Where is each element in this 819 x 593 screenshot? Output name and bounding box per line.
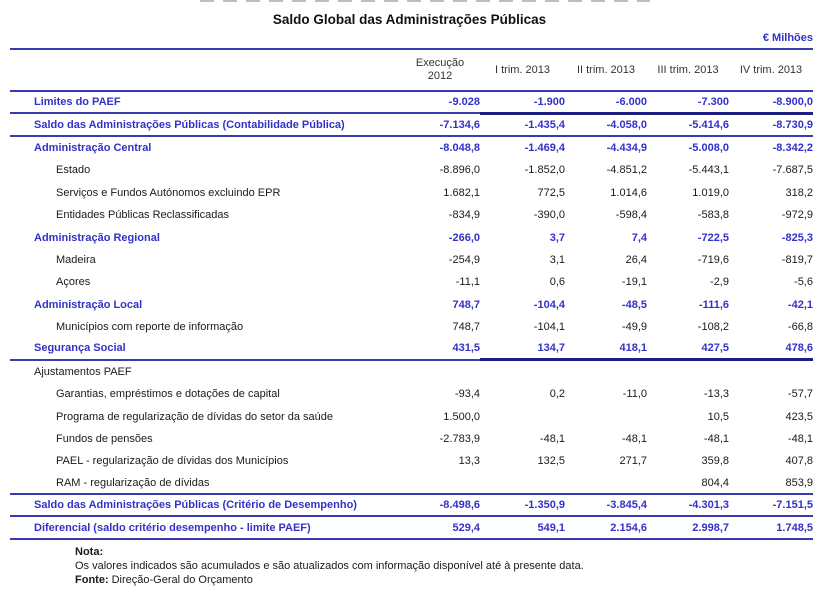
nota-label: Nota: [75, 545, 104, 558]
cell-value: -104,1 [533, 321, 565, 334]
table-row-saldo-contabilidade [10, 114, 813, 136]
table-row-pael [10, 450, 813, 472]
cell-value: 772,5 [537, 186, 565, 199]
cell-value: -4.058,0 [606, 118, 647, 131]
cell-value: 1.682,1 [443, 186, 480, 199]
cell-value: -8.896,0 [439, 164, 480, 177]
cell-value: -57,7 [787, 388, 813, 401]
row-label: Limites do PAEF [34, 96, 121, 109]
col-header-iii-trim-2013: III trim. 2013 [657, 63, 719, 76]
cell-value: -834,9 [448, 209, 480, 222]
cell-value: -5.443,1 [688, 164, 729, 177]
cell-value: 3,1 [549, 253, 565, 266]
row-label: Entidades Públicas Reclassificadas [56, 209, 230, 222]
table-row-saldo-criterio [10, 495, 813, 517]
row-label: Segurança Social [34, 342, 126, 355]
cell-value: 271,7 [619, 455, 647, 468]
cell-value: -42,1 [787, 298, 813, 311]
cell-value: -719,6 [697, 253, 729, 266]
cell-value: 418,1 [619, 342, 647, 355]
cell-value: -11,0 [622, 388, 647, 401]
cell-value: 2.998,7 [692, 521, 729, 534]
table-row-programa-saude [10, 405, 813, 427]
cell-value: 407,8 [785, 455, 813, 468]
cell-value: -9.028 [448, 96, 480, 109]
cell-value: 748,7 [452, 321, 480, 334]
cell-value: -4.434,9 [606, 141, 647, 154]
cell-value: -48,1 [621, 433, 647, 446]
cell-value: 134,7 [537, 342, 565, 355]
cell-value: 0,6 [549, 276, 565, 289]
row-label: Garantias, empréstimos e dotações de capital [56, 388, 280, 401]
row-label: Municípios com reporte de informação [56, 321, 244, 334]
col-header-ii-trim-2013: II trim. 2013 [576, 63, 636, 76]
fonte-line [75, 573, 819, 587]
row-label: Ajustamentos PAEF [34, 365, 132, 378]
cell-value: -5.414,6 [688, 118, 729, 131]
table-row-administracao-local [10, 294, 813, 316]
cell-value: -972,9 [781, 209, 813, 222]
cell-value: 1.748,5 [776, 521, 813, 534]
table-row-diferencial [10, 517, 813, 539]
cell-value: -254,9 [448, 253, 480, 266]
cell-value: -722,5 [697, 231, 729, 244]
col-header-iv-trim-2013: IV trim. 2013 [739, 63, 803, 76]
cell-value: -93,4 [454, 388, 480, 401]
cell-value: -6.000 [615, 96, 647, 109]
cell-value: 549,1 [537, 521, 565, 534]
data-table [10, 48, 813, 540]
cell-value: -19,1 [621, 276, 647, 289]
cell-value: -8.342,2 [772, 141, 813, 154]
cell-value: 1.019,0 [692, 186, 729, 199]
cell-value: -825,3 [781, 231, 813, 244]
cell-value: 3,7 [549, 231, 565, 244]
cell-value: -2.783,9 [439, 433, 480, 446]
cell-value: 13,3 [458, 455, 480, 468]
cell-value: -583,8 [697, 209, 729, 222]
table-row-entidades-reclassificadas [10, 204, 813, 226]
table-row-municipios [10, 316, 813, 338]
cell-value: -48,5 [621, 298, 647, 311]
cell-value: -48,1 [787, 433, 813, 446]
row-label: Serviços e Fundos Autónomos excluindo EPR [56, 186, 281, 199]
cell-value: 132,5 [537, 455, 565, 468]
cell-value: -66,8 [787, 321, 813, 334]
cell-value: 0,2 [549, 388, 565, 401]
cell-value: -13,3 [703, 388, 729, 401]
footer-notes [75, 545, 819, 588]
cell-value: -266,0 [448, 231, 480, 244]
col-header-execucao-2012 [400, 57, 480, 83]
table-row-ajustamentos-paef [10, 361, 813, 383]
row-label: Administração Regional [34, 231, 160, 244]
table-row-ram [10, 473, 813, 495]
cell-value: -48,1 [703, 433, 729, 446]
row-label: Administração Local [34, 298, 143, 311]
table-row-garantias [10, 383, 813, 405]
cell-value: -1.350,9 [524, 499, 565, 512]
cell-value: -7.151,5 [772, 499, 813, 512]
unit-label: € Milhões [762, 32, 813, 44]
cell-value: -49,9 [621, 321, 647, 334]
cell-value: -104,4 [533, 298, 565, 311]
cell-value: 853,9 [785, 476, 813, 489]
fonte-text: Direção-Geral do Orçamento [111, 574, 253, 587]
table-row-madeira [10, 249, 813, 271]
cell-value: -1.852,0 [524, 164, 565, 177]
cell-value: -4.851,2 [606, 164, 647, 177]
table-row-servicos-fundos [10, 182, 813, 204]
cell-value: -7.687,5 [772, 164, 813, 177]
row-label: Administração Central [34, 141, 152, 154]
cell-value: -390,0 [533, 209, 565, 222]
cell-value: 423,5 [785, 410, 813, 423]
cell-value: 1.014,6 [610, 186, 647, 199]
cell-value: 431,5 [452, 342, 480, 355]
cell-value: 7,4 [631, 231, 647, 244]
cell-value: 804,4 [701, 476, 729, 489]
cell-value: -2,9 [710, 276, 729, 289]
cell-value: -8.048,8 [439, 141, 480, 154]
page-title: Saldo Global das Administrações Públicas [272, 12, 547, 27]
cell-value: -111,6 [699, 298, 729, 311]
cell-value: 748,7 [452, 298, 480, 311]
row-label: Programa de regularização de dívidas do setor da saúde [56, 410, 334, 423]
cropped-text-remnant [200, 0, 650, 2]
cell-value: -8.900,0 [772, 96, 813, 109]
cell-value: 359,8 [701, 455, 729, 468]
row-label: Estado [56, 164, 91, 177]
table-row-fundos-pensoes [10, 428, 813, 450]
cell-value: -7.300 [697, 96, 729, 109]
table-row-estado [10, 159, 813, 181]
cell-value: -1.900 [533, 96, 565, 109]
table-row-administracao-central [10, 137, 813, 159]
cell-value: -598,4 [615, 209, 647, 222]
cell-value: 529,4 [452, 521, 480, 534]
cell-value: 318,2 [785, 186, 813, 199]
cell-value: -11,1 [455, 276, 480, 289]
cell-value: -8.730,9 [772, 118, 813, 131]
cell-value: -5.008,0 [688, 141, 729, 154]
cell-value: -5,6 [794, 276, 813, 289]
row-label: Diferencial (saldo critério desempenho - limite PAEF) [34, 521, 311, 534]
cell-value: 10,5 [707, 410, 729, 423]
cell-value: 478,6 [785, 342, 813, 355]
table-row-limites-paef [10, 92, 813, 114]
cell-value: -108,2 [697, 321, 729, 334]
cell-value: 26,4 [625, 253, 647, 266]
cell-value: 1.500,0 [443, 410, 480, 423]
cell-value: 427,5 [701, 342, 729, 355]
row-label: Madeira [56, 253, 96, 266]
row-label: RAM - regularização de dívidas [56, 476, 210, 489]
table-row-seguranca-social [10, 338, 813, 360]
col-header-line1: Execução [415, 57, 465, 69]
row-label: Fundos de pensões [56, 433, 153, 446]
col-header-line2: 2012 [427, 70, 453, 82]
row-label: Saldo das Administrações Públicas (Contabilidade Pública) [34, 118, 345, 131]
cell-value: -3.845,4 [606, 499, 647, 512]
fonte-label: Fonte: [75, 574, 109, 587]
cell-value: -7.134,6 [439, 118, 480, 131]
row-label: PAEL - regularização de dívidas dos Municípios [56, 455, 289, 468]
cell-value: -4.301,3 [688, 499, 729, 512]
table-row-acores [10, 271, 813, 293]
col-header-i-trim-2013: I trim. 2013 [494, 63, 551, 76]
cell-value: -1.435,4 [524, 118, 565, 131]
table-header [10, 50, 813, 92]
row-label: Açores [56, 276, 91, 289]
cell-value: -8.498,6 [439, 499, 480, 512]
row-label: Saldo das Administrações Públicas (Critério de Desempenho) [34, 499, 357, 512]
cell-value: -819,7 [781, 253, 813, 266]
cell-value: -1.469,4 [524, 141, 565, 154]
cell-value: -48,1 [539, 433, 565, 446]
table-row-administracao-regional [10, 226, 813, 248]
cell-value: 2.154,6 [610, 521, 647, 534]
nota-text: Os valores indicados são acumulados e são atualizados com informação disponível até à presente data. [75, 560, 584, 573]
